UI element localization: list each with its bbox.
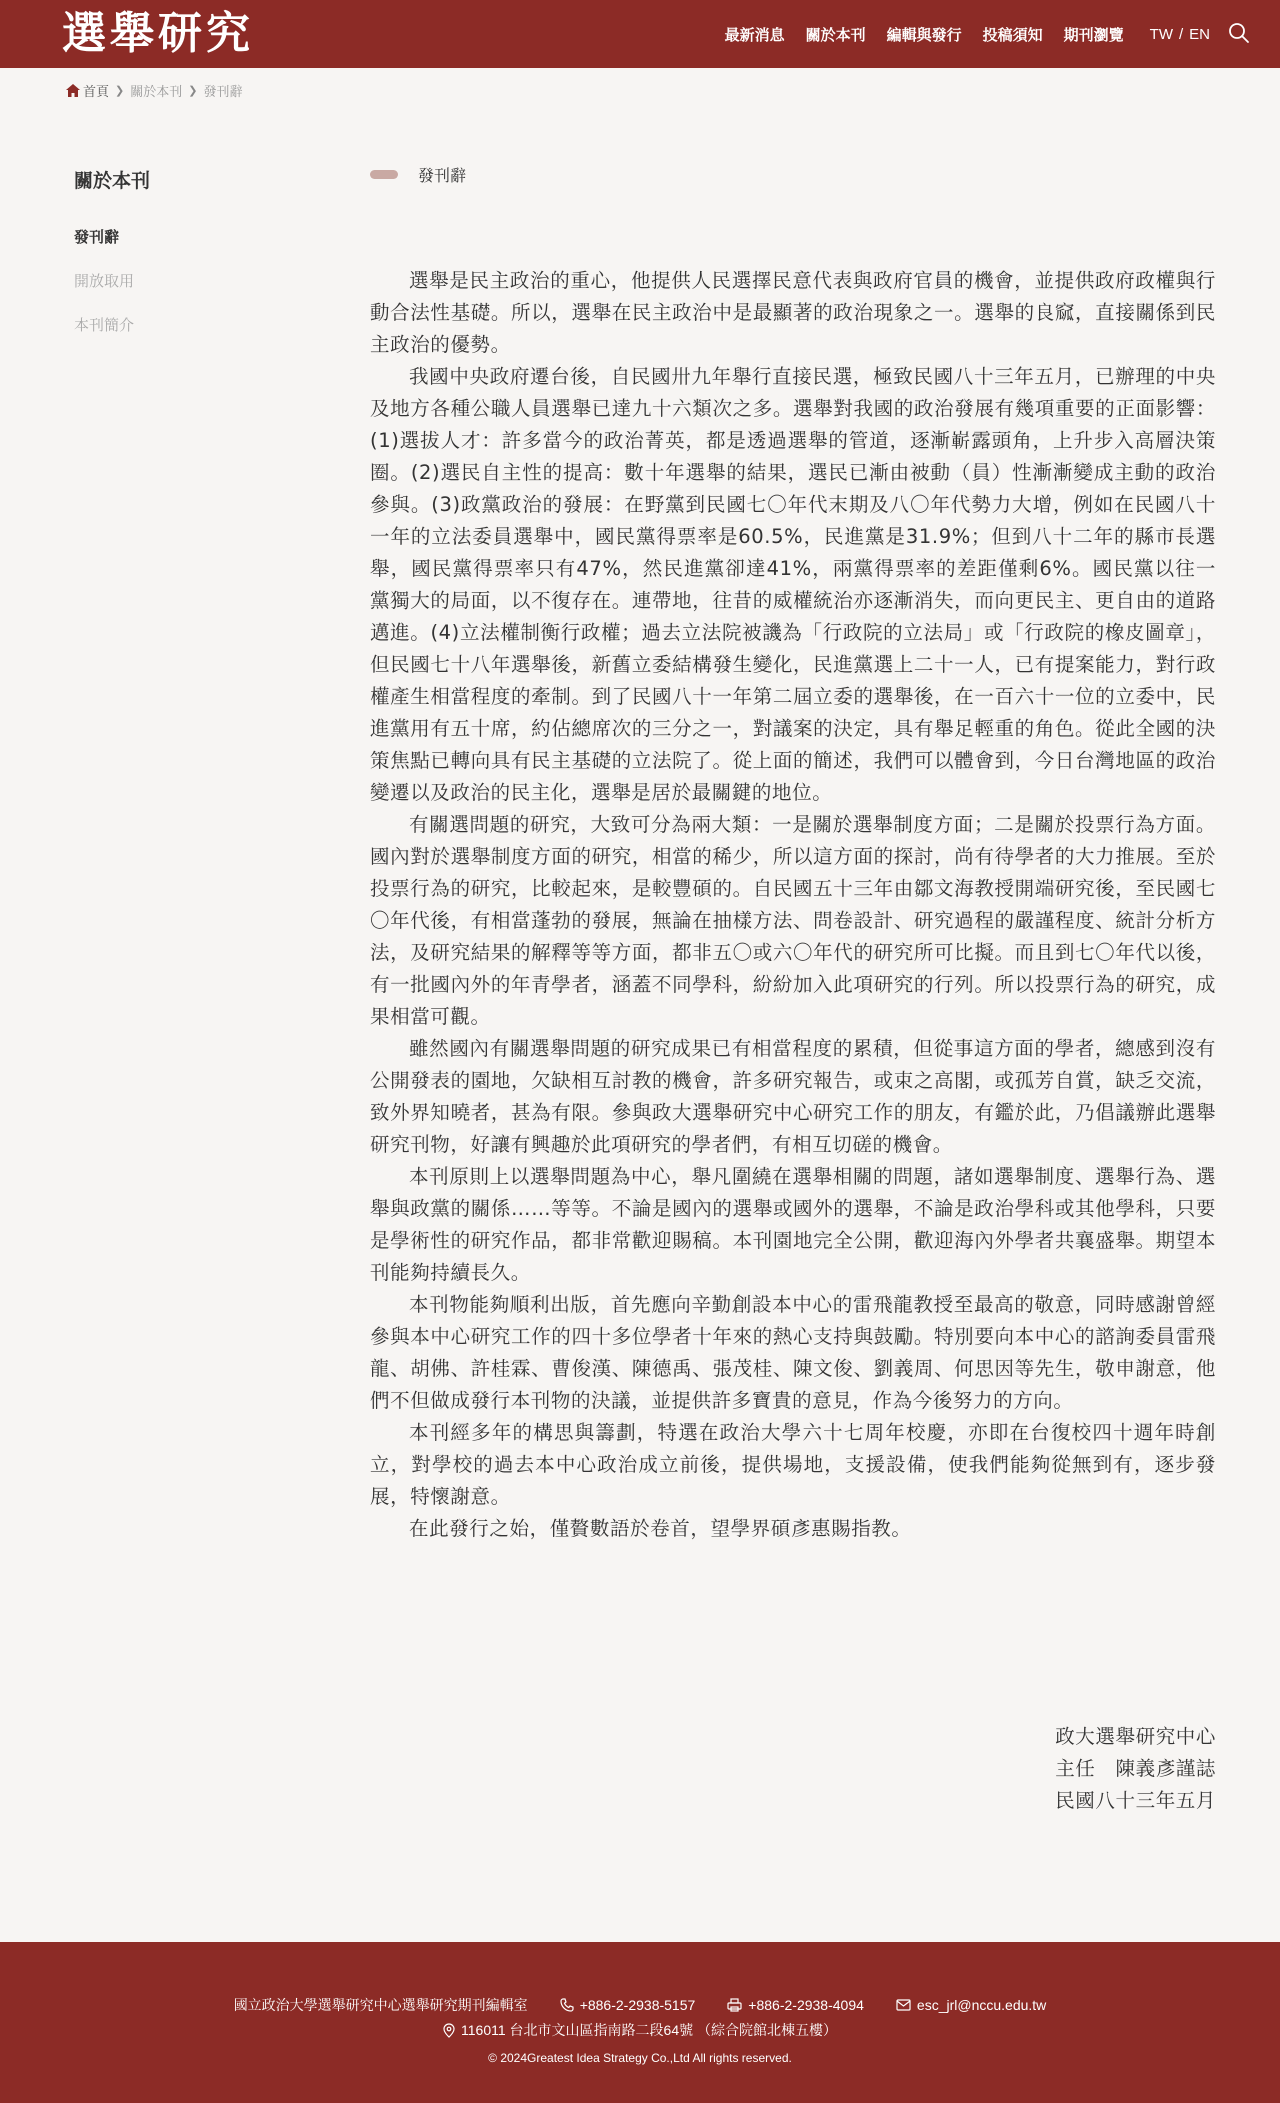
footer-fax [727,1997,864,2013]
main-nav [704,0,1210,68]
location-pin-icon [443,2023,455,2038]
signature-org: 政大選舉研究中心 [1055,1725,1216,1748]
article-paragraph: 有關選問題的研究，大致可分為兩大類：一是關於選舉制度方面；二是關於投票行為方面。國內對於選舉制度方面的研究，相當的稀少，所以這方面的探討，尚有待學者的大力推展。至於投票行為的研究，比較起來，是較豐碩的。自民國五十三年由鄒文海教授開端研究後，至民國七〇年代後，有相當蓬勃的發展，無論在抽樣方法、問卷設計、研究過程的嚴謹程度、統計分析方法，及研究結果的解釋等等方面，都非五〇或六〇年代的研究所可比擬。而且到七〇年代以後，有一批國內外的年青學者，涵蓋不同學科，紛紛加入此項研究的行列。所以投票行為的研究，成果相當可觀。 [370,813,1216,1028]
footer-address-row [0,2020,1280,2040]
article-paragraph: 在此發行之始，僅贅數語於卷首，望學界碩彥惠賜指教。 [409,1517,912,1540]
nav-editorial[interactable]: 編輯與發行 [886,26,962,44]
footer-email-link[interactable]: esc_jrl@nccu.edu.tw [916,1997,1047,2013]
footer-email [896,1997,1046,2013]
language-switcher [1150,26,1210,43]
section-heading-text: 發刊辭 [418,167,467,185]
signature-date: 民國八十三年五月 [1055,1789,1216,1812]
article-paragraph: 雖然國內有關選舉問題的研究成果已有相當程度的累積，但從事這方面的學者，總感到沒有公開發表的園地，欠缺相互討教的機會，許多研究報告，或束之高閣，或孤芳自賞，缺乏交流，致外界知曉者，甚為有限。參與政大選舉研究中心研究工作的朋友，有鑑於此，乃倡議辦此選舉研究刊物，好讓有興趣於此項研究的學者們，有相互切磋的機會。 [370,1037,1216,1156]
nav-latest-news[interactable]: 最新消息 [724,26,785,44]
signature-director: 主任 陳義彥謹誌 [1055,1757,1216,1780]
breadcrumb-about[interactable]: 關於本刊 [130,83,183,99]
footer-contact-row [0,1995,1280,2015]
search-icon[interactable] [1228,22,1250,44]
sidebar-item-foreword[interactable]: 發刊辭 [74,229,120,246]
article-paragraph: 選舉是民主政治的重心，他提供人民選擇民意代表與政府官員的機會，並提供政府政權與行動合法性基礎。所以，選舉在民主政治中是最顯著的政治現象之一。選舉的良窳，直接關係到民主政治的優勢。 [370,269,1216,356]
accent-bar [370,170,398,179]
article-body [370,265,1216,1545]
sidebar-item-introduction[interactable]: 本刊簡介 [74,317,135,334]
site-footer [0,1942,1280,2103]
site-logo[interactable]: 選舉研究 [62,8,254,59]
footer-fax-text: +886-2-2938-4094 [748,1997,864,2013]
breadcrumb-current: 發刊辭 [203,83,243,99]
article-paragraph: 本刊物能夠順利出版，首先應向辛勤創設本中心的雷飛龍教授至最高的敬意，同時感謝曾經參與本中心研究工作的四十多位學者十年來的熱心支持與鼓勵。特別要向本中心的諮詢委員雷飛龍、胡佛、許桂霖、曹俊漢、陳德禹、張茂桂、陳文俊、劉義周、何思因等先生，敬申謝意，他們不但做成發行本刊物的決議，並提供許多寶貴的意見，作為今後努力的方向。 [370,1293,1216,1412]
site-header [0,0,1280,68]
footer-phone [560,1997,696,2013]
nav-browse[interactable]: 期刊瀏覽 [1063,26,1124,44]
home-icon [66,84,80,97]
signature-block [1055,1721,1216,1817]
sidebar-title: 關於本刊 [74,171,151,192]
chevron-right-icon: ❯ [115,84,125,97]
mail-icon [896,1999,911,2011]
fax-icon [727,1998,742,2012]
article-paragraph: 本刊原則上以選舉問題為中心，舉凡圍繞在選舉相關的問題，諸如選舉制度、選舉行為、選舉與政黨的關係……等等。不論是國內的選舉或國外的選舉，不論是政治學科或其他學科，只要是學術性的研究作品，都非常歡迎賜稿。本刊園地完全公開，歡迎海內外學者共襄盛舉。期望本刊能夠持續長久。 [370,1165,1216,1284]
lang-en[interactable]: EN [1189,25,1210,43]
footer-phone-text[interactable]: +886-2-2938-5157 [579,1997,696,2013]
footer-org [234,1995,528,2015]
footer-address-text: 116011 台北市文山區指南路二段64號 （綜合院館北棟五樓） [461,2022,837,2038]
lang-tw[interactable]: TW [1149,25,1173,43]
breadcrumb-home[interactable]: 首頁 [83,83,110,99]
section-heading [370,163,466,185]
sidebar-item-open-access[interactable]: 開放取用 [74,273,135,290]
chevron-right-icon: ❯ [188,84,198,97]
phone-icon [560,1998,574,2012]
nav-about[interactable]: 關於本刊 [805,26,866,44]
article-paragraph: 我國中央政府遷台後，自民國卅九年舉行直接民選，極致民國八十三年五月，已辦理的中央及地方各種公職人員選舉已達九十六類次之多。選舉對我國的政治發展有幾項重要的正面影響：(1)選拔人才：許多當今的政治菁英，都是透過選舉的管道，逐漸嶄露頭角，上升步入高層決策圈。(2)選民自主性的提高：數十年選舉的結果，選民已漸由被動（員）性漸漸變成主動的政治參與。(3)政黨政治的發展：在野黨到民國七〇年代末期及八〇年代勢力大增，例如在民國八十一年的立法委員選舉中，國民黨得票率是60.5%，民進黨是31.9%；但到八十二年的縣市長選舉，國民黨得票率只有47%，然民進黨卻達41%，兩黨得票率的差距僅剩6%。國民黨以往一黨獨大的局面，以不復存在。連帶地，往昔的威權統治亦逐漸消失，而向更民主、更自由的道路邁進。(4)立法權制衡行政權；過去立法院被譏為「行政院的立法局」或「行政院的橡皮圖章」，但民國七十八年選舉後，新舊立委結構發生變化，民進黨選上二十一人，已有提案能力，對行政權產生相當程度的牽制。到了民國八十一年第二屆立委的選舉後，在一百六十一位的立委中，民進黨用有五十席，約佔總席次的三分之一，對議案的決定，具有舉足輕重的角色。從此全國的決策焦點已轉向具有民主基礎的立法院了。從上面的簡述，我們可以體會到，今日台灣地區的政治變遷以及政治的民主化，選舉是居於最關鍵的地位。 [370,365,1216,804]
lang-separator: / [1178,25,1184,43]
footer-org-text: 國立政治大學選舉研究中心選舉研究期刊編輯室 [233,1997,528,2013]
nav-submission[interactable]: 投稿須知 [982,26,1043,44]
footer-copyright: © 2024Greatest Idea Strategy Co.,Ltd All rights reserved. [488,2051,792,2065]
breadcrumb [66,81,242,99]
article-paragraph: 本刊經多年的構思與籌劃，特選在政治大學六十七周年校慶，亦即在台復校四十週年時創立，對學校的過去本中心政治成立前後，提供場地，支援設備，使我們能夠從無到有，逐步發展，特懷謝意。 [370,1421,1216,1508]
